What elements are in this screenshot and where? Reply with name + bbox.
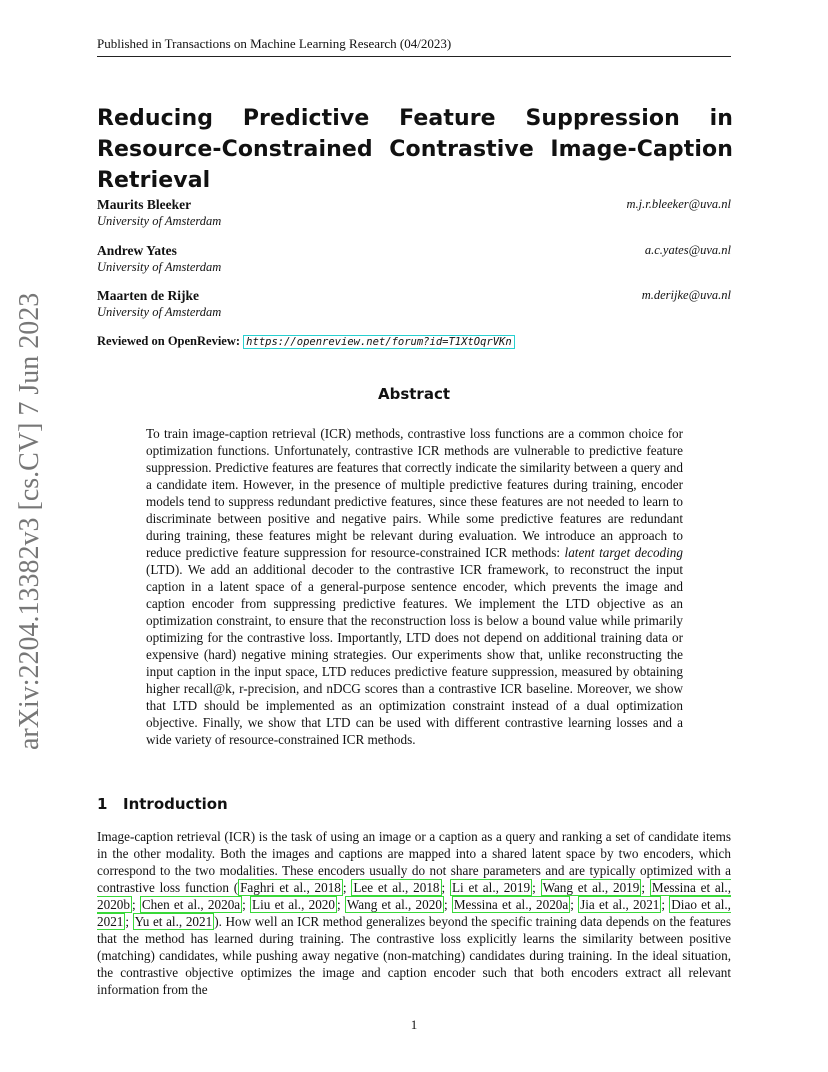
citation-link[interactable]: Li et al., 2019	[451, 880, 531, 895]
abstract-text-part: (LTD). We add an additional decoder to the contrastive ICR framework, to reconstruct the input caption in a latent space of a general-purpose sentence encoder, which prevents the image and caption encoder from suppressing predictive features. We implement the LTD objective as an optimization constraint, to ensure that the reconstruction loss is below a bound value while primarily optimizing for the contrastive loss. Importantly, LTD does not depend on additional training data or expensive (hard) negative mining strategies. Our experiments show that, unlike reconstructing the input caption in the input space, LTD reduces predictive feature suppression, measured by obtaining higher recall@k, r-precision, and nDCG scores than a contrastive ICR baseline. Moreover, we show that LTD should be implemented as an optimization constraint instead of a dual optimization objective. Finally, we show that LTD can be used with different contrastive learning losses and a wide variety of resource-constrained ICR methods.	[146, 562, 683, 747]
author-block	[97, 243, 731, 275]
abstract-emphasis: latent target decoding	[564, 545, 683, 560]
section-title: Introduction	[123, 795, 228, 813]
review-line	[97, 334, 515, 349]
intro-text: Image-caption retrieval (ICR) is the task of using an image or a caption as a query and ranking a set of candidate items in the other modality. Both the images and captions are mapped into a shared latent space by two encoders, which correspond to the two modalities. These encoders usually do not share parameters and are typically optimized with a contrastive loss function (	[97, 829, 731, 895]
openreview-link[interactable]: https://openreview.net/forum?id=T1XtOqrVKn	[243, 335, 515, 349]
citation-link[interactable]: Liu et al., 2020	[252, 897, 335, 912]
abstract-text-part: To train image-caption retrieval (ICR) methods, contrastive loss functions are a common choice for optimization functions. Unfortunately, contrastive ICR methods are vulnerable to predictive feature suppression. Predictive features are features that correctly indicate the similarity between a query and a candidate item. However, in the presence of multiple predictive features during training, encoder models tend to suppress redundant predictive features, since these features are not needed to learn to discriminate between positive and negative pairs. While some predictive features are redundant during training, these features might be relevant during evaluation. We introduce an approach to reduce predictive feature suppression for resource-constrained ICR methods:	[146, 426, 683, 560]
intro-paragraph: Image-caption retrieval (ICR) is the task of using an image or a caption as a query and ranking a set of candidate items in the other modality. Both the images and captions are mapped into a shared latent space by two encoders, which correspond to the two modalities. These encoders usually do not share parameters and are typically optimized with a contrastive loss function ( Faghri et al., 2018 ; Lee et al., 2018 ; Li et al., 2019 ; Wang et al., 2019 ; Messina et al., 2020b ; Chen et al., 2020a ; Liu et al., 2020 ; Wang et al., 2020 ; Messina et al., 2020a ; Jia et al., 2021 ; Diao et al., 2021 ; Yu et al., 2021 ). How well an ICR method generalizes beyond the specific training data depends on the features that the method has learned during training. The contrastive loss explicitly learns the similarity between positive (matching) candidates, while pushing away negative (non-matching) candidates during training. In the ideal situation, the contrastive objective optimizes the image and caption encoder such that both encoders extract all relevant information from the	[97, 829, 732, 997]
author-name: Andrew Yates	[97, 243, 177, 258]
citation-link[interactable]: Messina et al., 2020b	[97, 880, 732, 912]
author-block	[97, 197, 731, 229]
citation-link[interactable]: Chen et al., 2020a	[141, 897, 241, 912]
author-email[interactable]: a.c.yates@uva.nl	[644, 243, 731, 257]
author-affiliation: University of Amsterdam	[97, 305, 222, 319]
citation-link[interactable]: Diao et al., 2021	[97, 897, 731, 929]
paper-title: Reducing Predictive Feature Suppression in Resource-Constrained Contrastive Image-Caption Retrieval	[97, 106, 733, 193]
intro-text: ). How well an ICR method generalizes beyond the specific training data depends on the features that the method has learned during training. The contrastive loss explicitly learns the similarity between positive (matching) candidates, while pushing away negative (non-matching) candidates during training. In the ideal situation, the contrastive objective optimizes the image and caption encoder such that both encoders extract all relevant information from the	[97, 914, 731, 997]
citation-link[interactable]: Messina et al., 2020a	[453, 897, 569, 912]
citation-link[interactable]: Wang et al., 2019	[542, 880, 640, 895]
author-affiliation: University of Amsterdam	[97, 214, 222, 228]
citation-link[interactable]: Wang et al., 2020	[346, 897, 442, 912]
citation-link[interactable]: Jia et al., 2021	[580, 897, 660, 912]
section-number: 1	[97, 795, 108, 813]
arxiv-stamp: arXiv:2204.13382v3 [cs.CV] 7 Jun 2023	[14, 292, 45, 750]
citation-link[interactable]: Yu et al., 2021	[134, 914, 213, 929]
author-email[interactable]: m.derijke@uva.nl	[641, 288, 731, 302]
running-head: Published in Transactions on Machine Learning Research (04/2023)	[97, 36, 731, 57]
abstract-text	[146, 425, 683, 748]
page-number: 1	[410, 1017, 418, 1032]
abstract-heading: Abstract	[377, 385, 451, 403]
author-name: Maurits Bleeker	[97, 197, 192, 212]
section-heading	[97, 795, 228, 813]
citation-link[interactable]: Faghri et al., 2018	[240, 880, 341, 895]
author-affiliation: University of Amsterdam	[97, 260, 222, 274]
author-name: Maarten de Rijke	[97, 288, 199, 303]
author-email[interactable]: m.j.r.bleeker@uva.nl	[626, 197, 731, 211]
review-label: Reviewed on OpenReview:	[97, 334, 241, 348]
author-block	[97, 288, 731, 320]
citation-link[interactable]: Lee et al., 2018	[353, 880, 440, 895]
